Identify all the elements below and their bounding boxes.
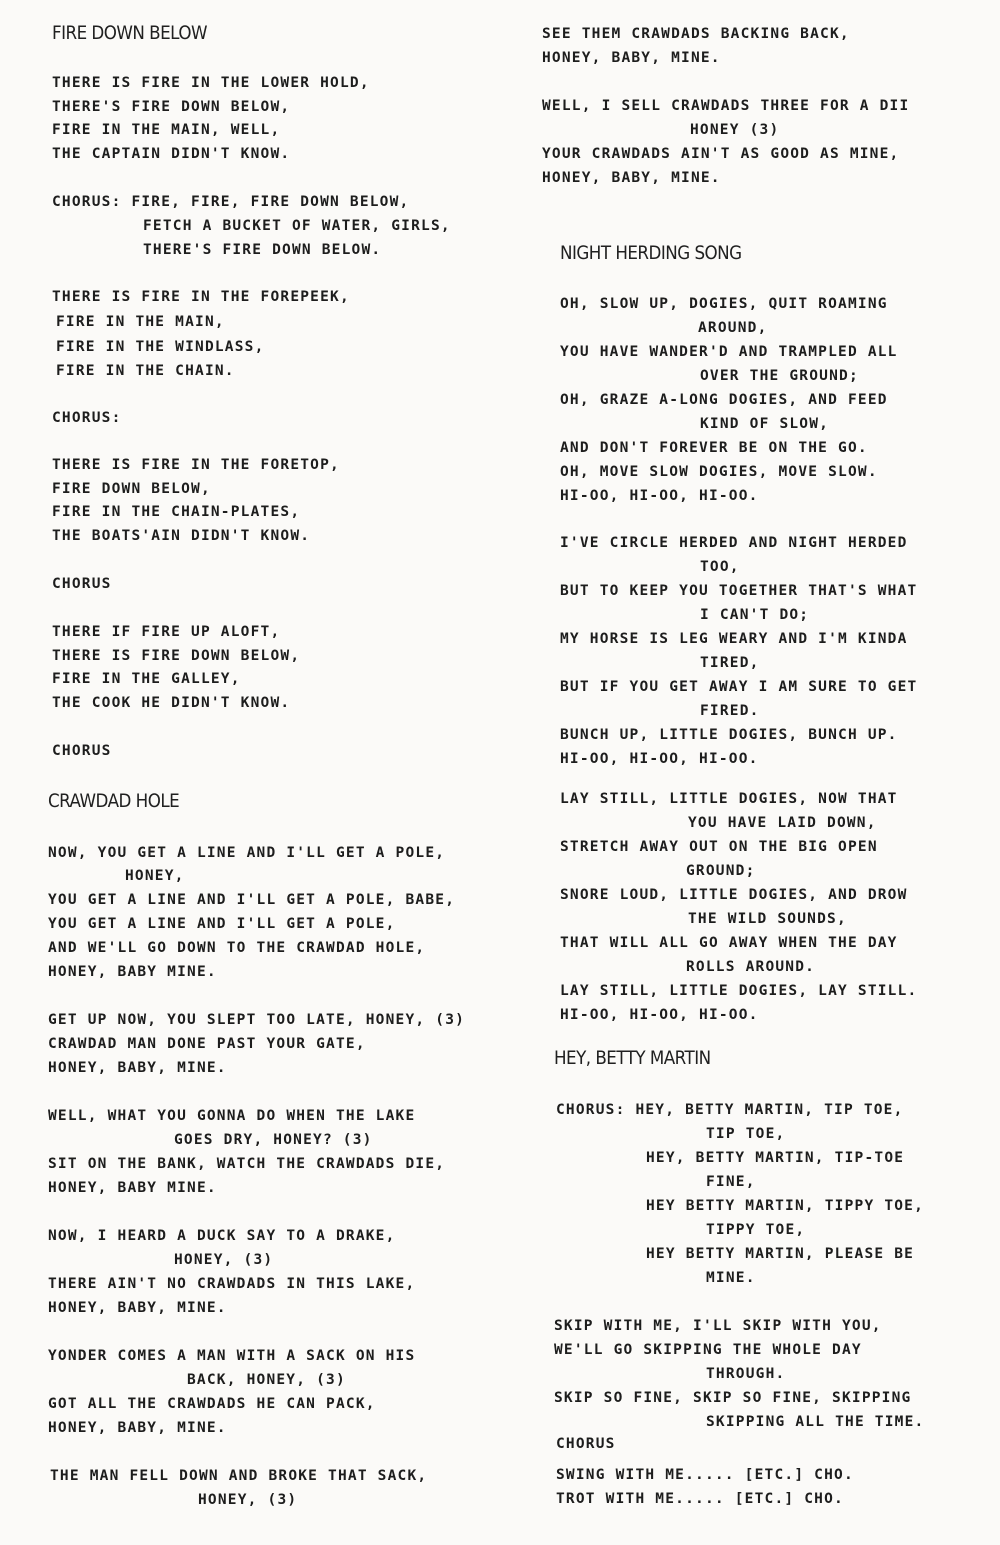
lyric-line: FIRE IN THE GALLEY,	[52, 671, 241, 687]
lyric-line: NOW, YOU GET A LINE AND I'LL GET A POLE,	[48, 845, 446, 861]
lyric-line: HI-OO, HI-OO, HI-OO.	[560, 488, 759, 504]
lyric-line: THERE IS FIRE DOWN BELOW,	[52, 648, 301, 664]
lyric-line: YOU HAVE WANDER'D AND TRAMPLED ALL	[560, 344, 898, 360]
lyric-line: FIRE DOWN BELOW,	[52, 481, 211, 497]
lyric-line: THAT WILL ALL GO AWAY WHEN THE DAY	[560, 935, 898, 951]
lyric-line: YOU GET A LINE AND I'LL GET A POLE,	[48, 916, 396, 932]
song-title: NIGHT HERDING SONG	[560, 242, 742, 264]
lyric-line: HONEY, BABY, MINE.	[542, 50, 721, 66]
lyric-line: CHORUS	[556, 1436, 616, 1452]
lyric-line: THERE IF FIRE UP ALOFT,	[52, 624, 281, 640]
lyric-line: CRAWDAD MAN DONE PAST YOUR GATE,	[48, 1036, 366, 1052]
lyric-line: MY HORSE IS LEG WEARY AND I'M KINDA	[560, 631, 908, 647]
lyric-line: FIRE IN THE WINDLASS,	[56, 339, 265, 355]
lyric-line: TROT WITH ME..... [ETC.] CHO.	[556, 1491, 844, 1507]
lyric-line: HONEY,	[125, 868, 185, 884]
lyric-line: AND DON'T FOREVER BE ON THE GO.	[560, 440, 868, 456]
lyric-line: WELL, WHAT YOU GONNA DO WHEN THE LAKE	[48, 1108, 416, 1124]
song-title: HEY, BETTY MARTIN	[554, 1047, 711, 1069]
lyric-line: THERE'S FIRE DOWN BELOW.	[143, 242, 382, 258]
lyric-line: GOES DRY, HONEY? (3)	[174, 1132, 373, 1148]
lyric-line: FETCH A BUCKET OF WATER, GIRLS,	[143, 218, 451, 234]
lyric-line: ROLLS AROUND.	[686, 959, 816, 975]
lyric-line: FIRE IN THE CHAIN.	[56, 363, 235, 379]
lyric-line: SIT ON THE BANK, WATCH THE CRAWDADS DIE,	[48, 1156, 446, 1172]
lyric-line: HEY BETTY MARTIN, PLEASE BE	[646, 1246, 915, 1262]
lyric-line: FINE,	[706, 1174, 756, 1190]
lyric-line: CHORUS	[52, 576, 112, 592]
lyric-line: BUT TO KEEP YOU TOGETHER THAT'S WHAT	[560, 583, 918, 599]
lyric-line: CHORUS	[52, 743, 112, 759]
lyric-line: TOO,	[700, 559, 740, 575]
lyric-line: WE'LL GO SKIPPING THE WHOLE DAY	[554, 1342, 862, 1358]
lyric-line: YONDER COMES A MAN WITH A SACK ON HIS	[48, 1348, 416, 1364]
lyric-line: HI-OO, HI-OO, HI-OO.	[560, 1007, 759, 1023]
lyric-line: SWING WITH ME..... [ETC.] CHO.	[556, 1467, 854, 1483]
lyric-line: OVER THE GROUND;	[700, 368, 859, 384]
lyric-line: THROUGH.	[706, 1366, 786, 1382]
lyric-line: OH, GRAZE A-LONG DOGIES, AND FEED	[560, 392, 888, 408]
lyric-line: FIRE IN THE CHAIN-PLATES,	[52, 504, 301, 520]
lyric-line: SKIP SO FINE, SKIP SO FINE, SKIPPING	[554, 1390, 912, 1406]
lyric-line: TIP TOE,	[706, 1126, 786, 1142]
lyric-line: SNORE LOUD, LITTLE DOGIES, AND DROW	[560, 887, 908, 903]
song-title: FIRE DOWN BELOW	[52, 22, 207, 44]
lyric-line: OH, SLOW UP, DOGIES, QUIT ROAMING	[560, 296, 888, 312]
lyric-line: KIND OF SLOW,	[700, 416, 830, 432]
lyric-line: YOU GET A LINE AND I'LL GET A POLE, BABE,	[48, 892, 456, 908]
lyric-line: HONEY, BABY, MINE.	[48, 1060, 227, 1076]
lyric-line: I'VE CIRCLE HERDED AND NIGHT HERDED	[560, 535, 908, 551]
lyric-line: CHORUS:	[52, 410, 122, 426]
lyric-line: HONEY, BABY MINE.	[48, 964, 217, 980]
lyric-line: SEE THEM CRAWDADS BACKING BACK,	[542, 26, 850, 42]
lyric-line: THE BOATS'AIN DIDN'T KNOW.	[52, 528, 311, 544]
lyric-line: TIRED,	[700, 655, 760, 671]
lyric-line: THERE IS FIRE IN THE FORETOP,	[52, 457, 340, 473]
lyric-line: THE WILD SOUNDS,	[688, 911, 847, 927]
lyric-line: HONEY, BABY, MINE.	[48, 1300, 227, 1316]
lyric-line: HI-OO, HI-OO, HI-OO.	[560, 751, 759, 767]
lyric-line: I CAN'T DO;	[700, 607, 810, 623]
lyric-line: GOT ALL THE CRAWDADS HE CAN PACK,	[48, 1396, 376, 1412]
lyric-line: HONEY (3)	[690, 122, 780, 138]
lyric-line: THERE AIN'T NO CRAWDADS IN THIS LAKE,	[48, 1276, 416, 1292]
lyric-line: THERE'S FIRE DOWN BELOW,	[52, 99, 291, 115]
lyric-line: FIRED.	[700, 703, 760, 719]
lyric-line: FIRE IN THE MAIN, WELL,	[52, 122, 281, 138]
lyric-line: HONEY, (3)	[198, 1492, 298, 1508]
lyric-line: HONEY, BABY MINE.	[48, 1180, 217, 1196]
lyric-line: THERE IS FIRE IN THE LOWER HOLD,	[52, 75, 370, 91]
lyric-line: BACK, HONEY, (3)	[187, 1372, 346, 1388]
lyric-line: LAY STILL, LITTLE DOGIES, NOW THAT	[560, 791, 898, 807]
lyric-line: YOU HAVE LAID DOWN,	[688, 815, 877, 831]
lyric-line: BUT IF YOU GET AWAY I AM SURE TO GET	[560, 679, 918, 695]
lyric-line: HONEY, (3)	[174, 1252, 274, 1268]
song-title: CRAWDAD HOLE	[48, 790, 180, 812]
lyric-line: THERE IS FIRE IN THE FOREPEEK,	[52, 289, 350, 305]
lyric-line: CHORUS: FIRE, FIRE, FIRE DOWN BELOW,	[52, 194, 410, 210]
lyric-line: THE MAN FELL DOWN AND BROKE THAT SACK,	[50, 1468, 428, 1484]
lyric-line: MINE.	[706, 1270, 756, 1286]
lyric-line: THE CAPTAIN DIDN'T KNOW.	[52, 146, 291, 162]
lyric-line: WELL, I SELL CRAWDADS THREE FOR A DII	[542, 98, 910, 114]
lyric-line: HONEY, BABY, MINE.	[48, 1420, 227, 1436]
lyric-line: NOW, I HEARD A DUCK SAY TO A DRAKE,	[48, 1228, 396, 1244]
lyric-line: THE COOK HE DIDN'T KNOW.	[52, 695, 291, 711]
lyric-line: GROUND;	[686, 863, 756, 879]
lyric-line: HEY, BETTY MARTIN, TIP-TOE	[646, 1150, 905, 1166]
lyric-line: LAY STILL, LITTLE DOGIES, LAY STILL.	[560, 983, 918, 999]
lyric-line: AND WE'LL GO DOWN TO THE CRAWDAD HOLE,	[48, 940, 426, 956]
lyric-line: HONEY, BABY, MINE.	[542, 170, 721, 186]
lyric-line: BUNCH UP, LITTLE DOGIES, BUNCH UP.	[560, 727, 898, 743]
lyric-line: SKIPPING ALL THE TIME.	[706, 1414, 925, 1430]
lyric-line: OH, MOVE SLOW DOGIES, MOVE SLOW.	[560, 464, 878, 480]
lyric-line: YOUR CRAWDADS AIN'T AS GOOD AS MINE,	[542, 146, 900, 162]
lyric-line: GET UP NOW, YOU SLEPT TOO LATE, HONEY, (3)	[48, 1012, 466, 1028]
lyric-line: HEY BETTY MARTIN, TIPPY TOE,	[646, 1198, 925, 1214]
lyric-line: TIPPY TOE,	[706, 1222, 806, 1238]
lyric-line: CHORUS: HEY, BETTY MARTIN, TIP TOE,	[556, 1102, 904, 1118]
lyric-line: AROUND,	[698, 320, 768, 336]
lyric-line: FIRE IN THE MAIN,	[56, 314, 225, 330]
lyric-line: SKIP WITH ME, I'LL SKIP WITH YOU,	[554, 1318, 882, 1334]
lyric-line: STRETCH AWAY OUT ON THE BIG OPEN	[560, 839, 878, 855]
